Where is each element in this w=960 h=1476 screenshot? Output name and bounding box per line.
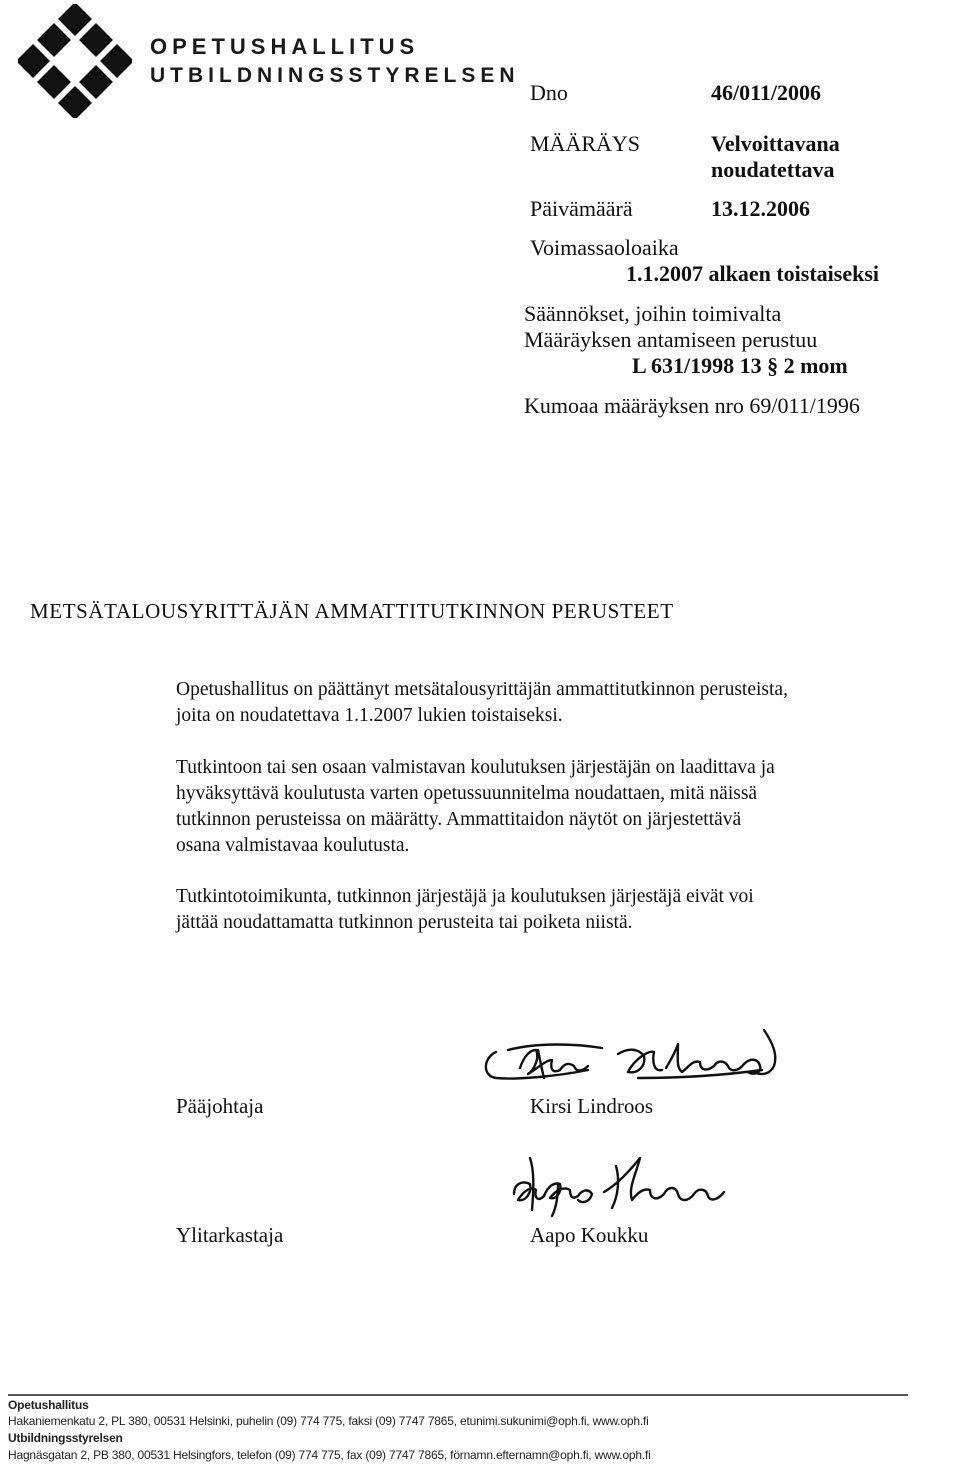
dno-value: 46/011/2006 bbox=[711, 80, 822, 105]
paragraph-2-line-2: hyväksyttävä koulutusta varten opetussuunnitelma noudattaen, mitä näissä bbox=[176, 783, 758, 804]
date-value: 13.12.2006 bbox=[711, 196, 810, 221]
document-type-label: MÄÄRÄYS bbox=[530, 131, 641, 156]
signature-role-1: Pääjohtaja bbox=[176, 1094, 264, 1118]
signature-name-1: Kirsi Lindroos bbox=[530, 1094, 654, 1118]
footer-address-fi: Hakaniemenkatu 2, PL 380, 00531 Helsinki, puhelin (09) 774 775, faksi (09) 7747 7865, etunimi.sukunimi@oph.fi, www.oph.fi bbox=[8, 1414, 649, 1428]
date-label: Päivämäärä bbox=[530, 196, 633, 221]
paragraph-3-line-2: jättää noudattamatta tutkinnon perusteita tai poiketa niistä. bbox=[176, 912, 633, 933]
footer bbox=[8, 1394, 908, 1468]
document-type-value-line2: noudatettava bbox=[711, 157, 835, 182]
paragraph-2-line-1: Tutkintoon tai sen osaan valmistavan koulutuksen järjestäjän on laadittava ja bbox=[176, 757, 775, 778]
organization-name-fi: OPETUSHALLITUS bbox=[150, 34, 420, 59]
organization-name-sv: UTBILDNINGSSTYRELSEN bbox=[150, 64, 520, 87]
repeals-notice: Kumoaa määräyksen nro 69/011/1996 bbox=[524, 393, 860, 418]
footer-address-sv: Hagnäsgatan 2, PB 380, 00531 Helsingfors, telefon (09) 774 775, fax (09) 7747 7865, förnamn.efternamn@oph.fi, www.oph.fi bbox=[8, 1448, 651, 1462]
footer-divider bbox=[8, 1394, 908, 1396]
validity-label: Voimassaoloaika bbox=[530, 235, 679, 260]
document-type-value-line1: Velvoittavana bbox=[711, 131, 840, 156]
authority-reference: L 631/1998 13 § 2 mom bbox=[632, 353, 848, 378]
paragraph-1-line-2: joita on noudatettava 1.1.2007 lukien toistaiseksi. bbox=[176, 705, 563, 726]
paragraph-2-line-4: osana valmistavaa koulutusta. bbox=[176, 835, 410, 856]
authority-label-line2: Määräyksen antamiseen perustuu bbox=[524, 327, 818, 352]
signature-aapo-koukku bbox=[508, 1150, 738, 1220]
footer-org-fi: Opetushallitus bbox=[8, 1398, 89, 1412]
authority-label-line1: Säännökset, joihin toimivalta bbox=[524, 301, 782, 326]
footer-org-sv: Utbildningsstyrelsen bbox=[8, 1431, 123, 1445]
signature-kirsi-lindroos bbox=[478, 1020, 788, 1090]
validity-value: 1.1.2007 alkaen toistaiseksi bbox=[626, 261, 880, 286]
paragraph-3-line-1: Tutkintotoimikunta, tutkinnon järjestäjä ja koulutuksen järjestäjä eivät voi bbox=[176, 886, 754, 907]
paragraph-1-line-1: Opetushallitus on päättänyt metsätalousyrittäjän ammattitutkinnon perusteista, bbox=[176, 679, 788, 700]
signature-role-2: Ylitarkastaja bbox=[176, 1223, 284, 1247]
dno-label: Dno bbox=[530, 80, 568, 105]
signature-name-2: Aapo Koukku bbox=[530, 1223, 649, 1247]
opetushallitus-logo bbox=[18, 4, 132, 118]
paragraph-2-line-3: tutkinnon perusteissa on määrätty. Ammattitaidon näytöt on järjestettävä bbox=[176, 809, 742, 830]
document-title: METSÄTALOUSYRITTÄJÄN AMMATTITUTKINNON PERUSTEET bbox=[30, 599, 674, 623]
